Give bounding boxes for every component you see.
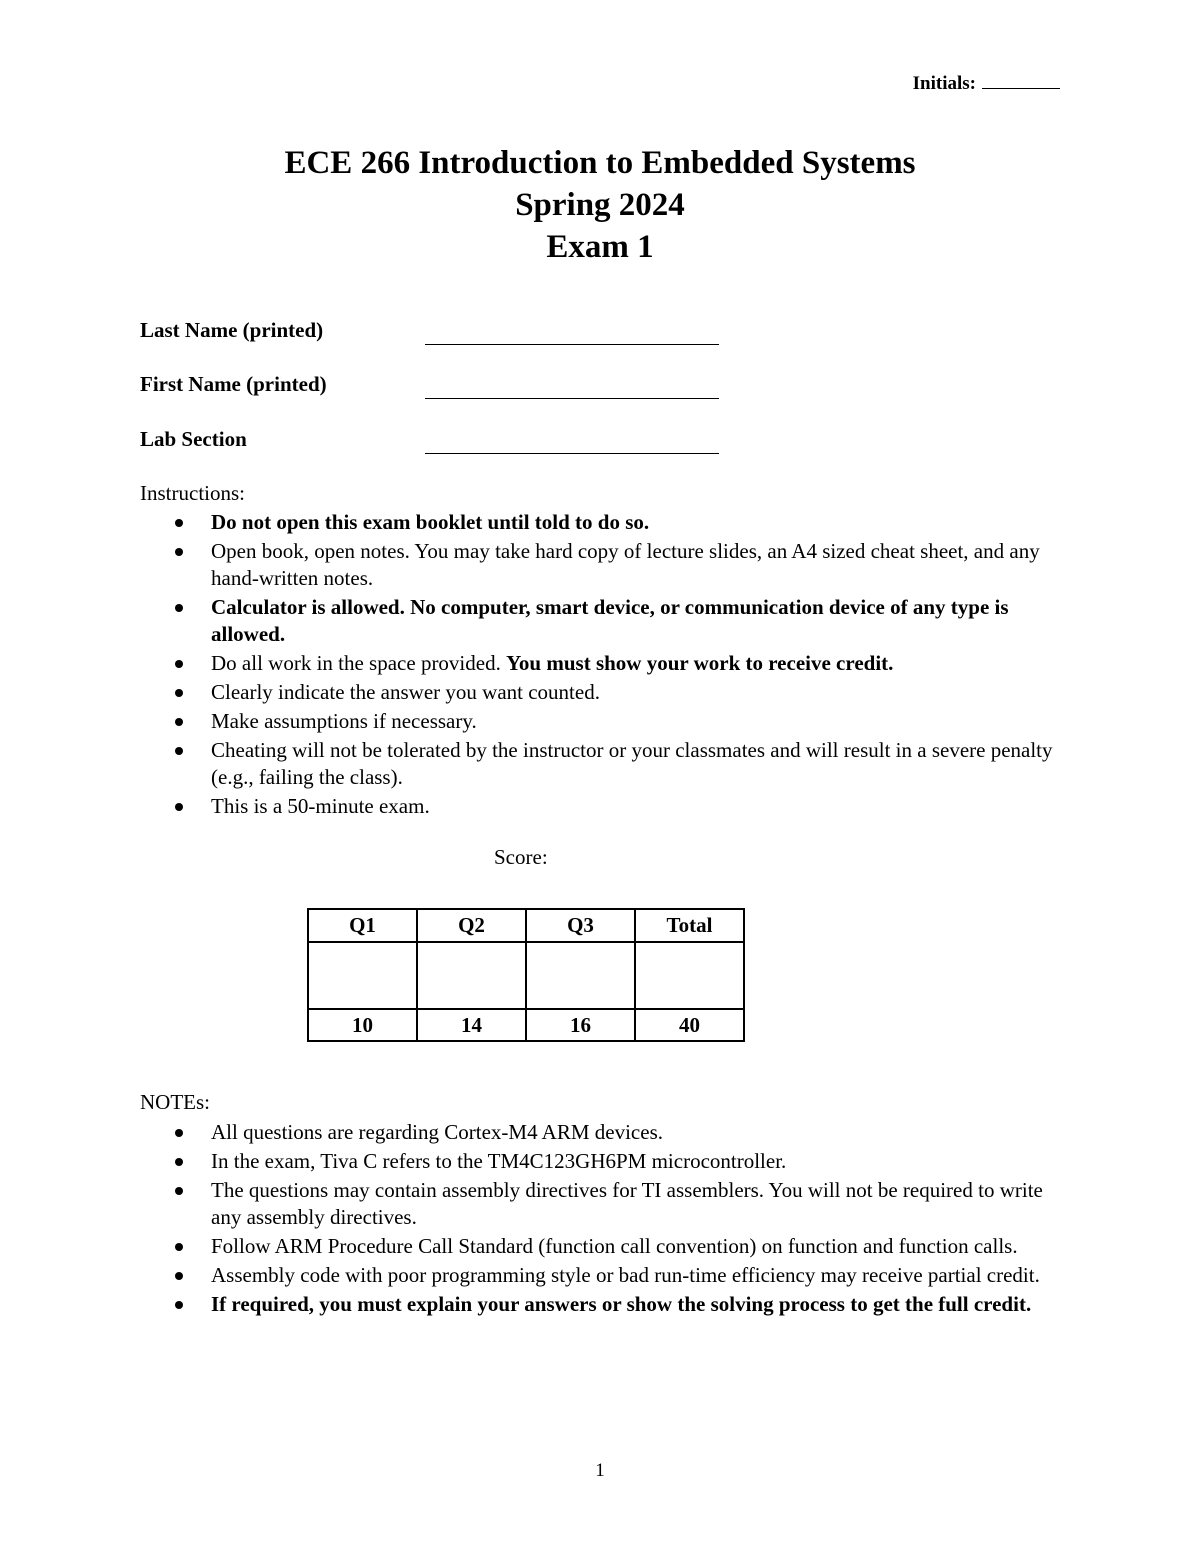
score-header-cell: Q3: [526, 909, 635, 942]
instructions-list: [140, 509, 1060, 822]
course-title: ECE 266 Introduction to Embedded Systems: [284, 145, 916, 181]
score-points-cell: 40: [635, 1009, 744, 1041]
score-header-row: [308, 909, 744, 942]
score-header-cell: Q2: [417, 909, 526, 942]
instruction-item: This is a 50-minute exam.: [140, 793, 1060, 820]
score-header-cell: Q1: [308, 909, 417, 942]
note-item: If required, you must explain your answers or show the solving process to get the full credit.: [140, 1291, 1060, 1318]
exam-name: Exam 1: [546, 229, 654, 265]
notes-label: NOTEs:: [140, 1090, 210, 1114]
lab-section-label: Lab Section: [140, 427, 247, 451]
instruction-item: Calculator is allowed. No computer, smart device, or communication device of any type is allowed.: [140, 594, 1060, 648]
page-number: 1: [595, 1460, 605, 1481]
note-item: Assembly code with poor programming style or bad run-time efficiency may receive partial credit.: [140, 1262, 1060, 1289]
score-points-row: [308, 1009, 744, 1041]
lab-section-blank-line[interactable]: [425, 431, 719, 454]
score-header-cell: Total: [635, 909, 744, 942]
instruction-item: Do all work in the space provided. You must show your work to receive credit.: [140, 650, 1060, 677]
instruction-item: Do not open this exam booklet until told to do so.: [140, 509, 1060, 536]
term-title: Spring 2024: [515, 187, 685, 223]
instruction-item: Clearly indicate the answer you want counted.: [140, 679, 1060, 706]
instruction-item: Open book, open notes. You may take hard copy of lecture slides, an A4 sized cheat sheet, and any hand-written notes.: [140, 538, 1060, 592]
first-name-blank-line[interactable]: [425, 376, 719, 399]
initials-field: [913, 72, 1060, 95]
score-entry-cell-q3[interactable]: [526, 942, 635, 1009]
notes-list: [140, 1119, 1060, 1320]
instruction-item: Make assumptions if necessary.: [140, 708, 1060, 735]
note-item: Follow ARM Procedure Call Standard (function call convention) on function and function calls.: [140, 1233, 1060, 1260]
note-item: In the exam, Tiva C refers to the TM4C123GH6PM microcontroller.: [140, 1148, 1060, 1175]
score-entry-cell-total[interactable]: [635, 942, 744, 1009]
exam-title: [0, 142, 1200, 268]
score-points-cell: 10: [308, 1009, 417, 1041]
last-name-label: Last Name (printed): [140, 318, 324, 342]
initials-label: Initials:: [912, 73, 976, 94]
score-points-cell: 14: [417, 1009, 526, 1041]
score-entry-cell-q2[interactable]: [417, 942, 526, 1009]
instructions-label: Instructions:: [140, 481, 245, 505]
score-entry-row: [308, 942, 744, 1009]
note-item: All questions are regarding Cortex-M4 ARM devices.: [140, 1119, 1060, 1146]
instruction-item: Cheating will not be tolerated by the instructor or your classmates and will result in a severe penalty (e.g., failing the class).: [140, 737, 1060, 791]
score-label: Score:: [494, 845, 548, 869]
initials-blank-line[interactable]: [982, 72, 1060, 89]
score-entry-cell-q1[interactable]: [308, 942, 417, 1009]
score-table: [307, 908, 745, 1042]
first-name-label: First Name (printed): [140, 372, 327, 396]
last-name-blank-line[interactable]: [425, 322, 719, 345]
note-item: The questions may contain assembly directives for TI assemblers. You will not be required to write any assembly directives.: [140, 1177, 1060, 1231]
score-points-cell: 16: [526, 1009, 635, 1041]
